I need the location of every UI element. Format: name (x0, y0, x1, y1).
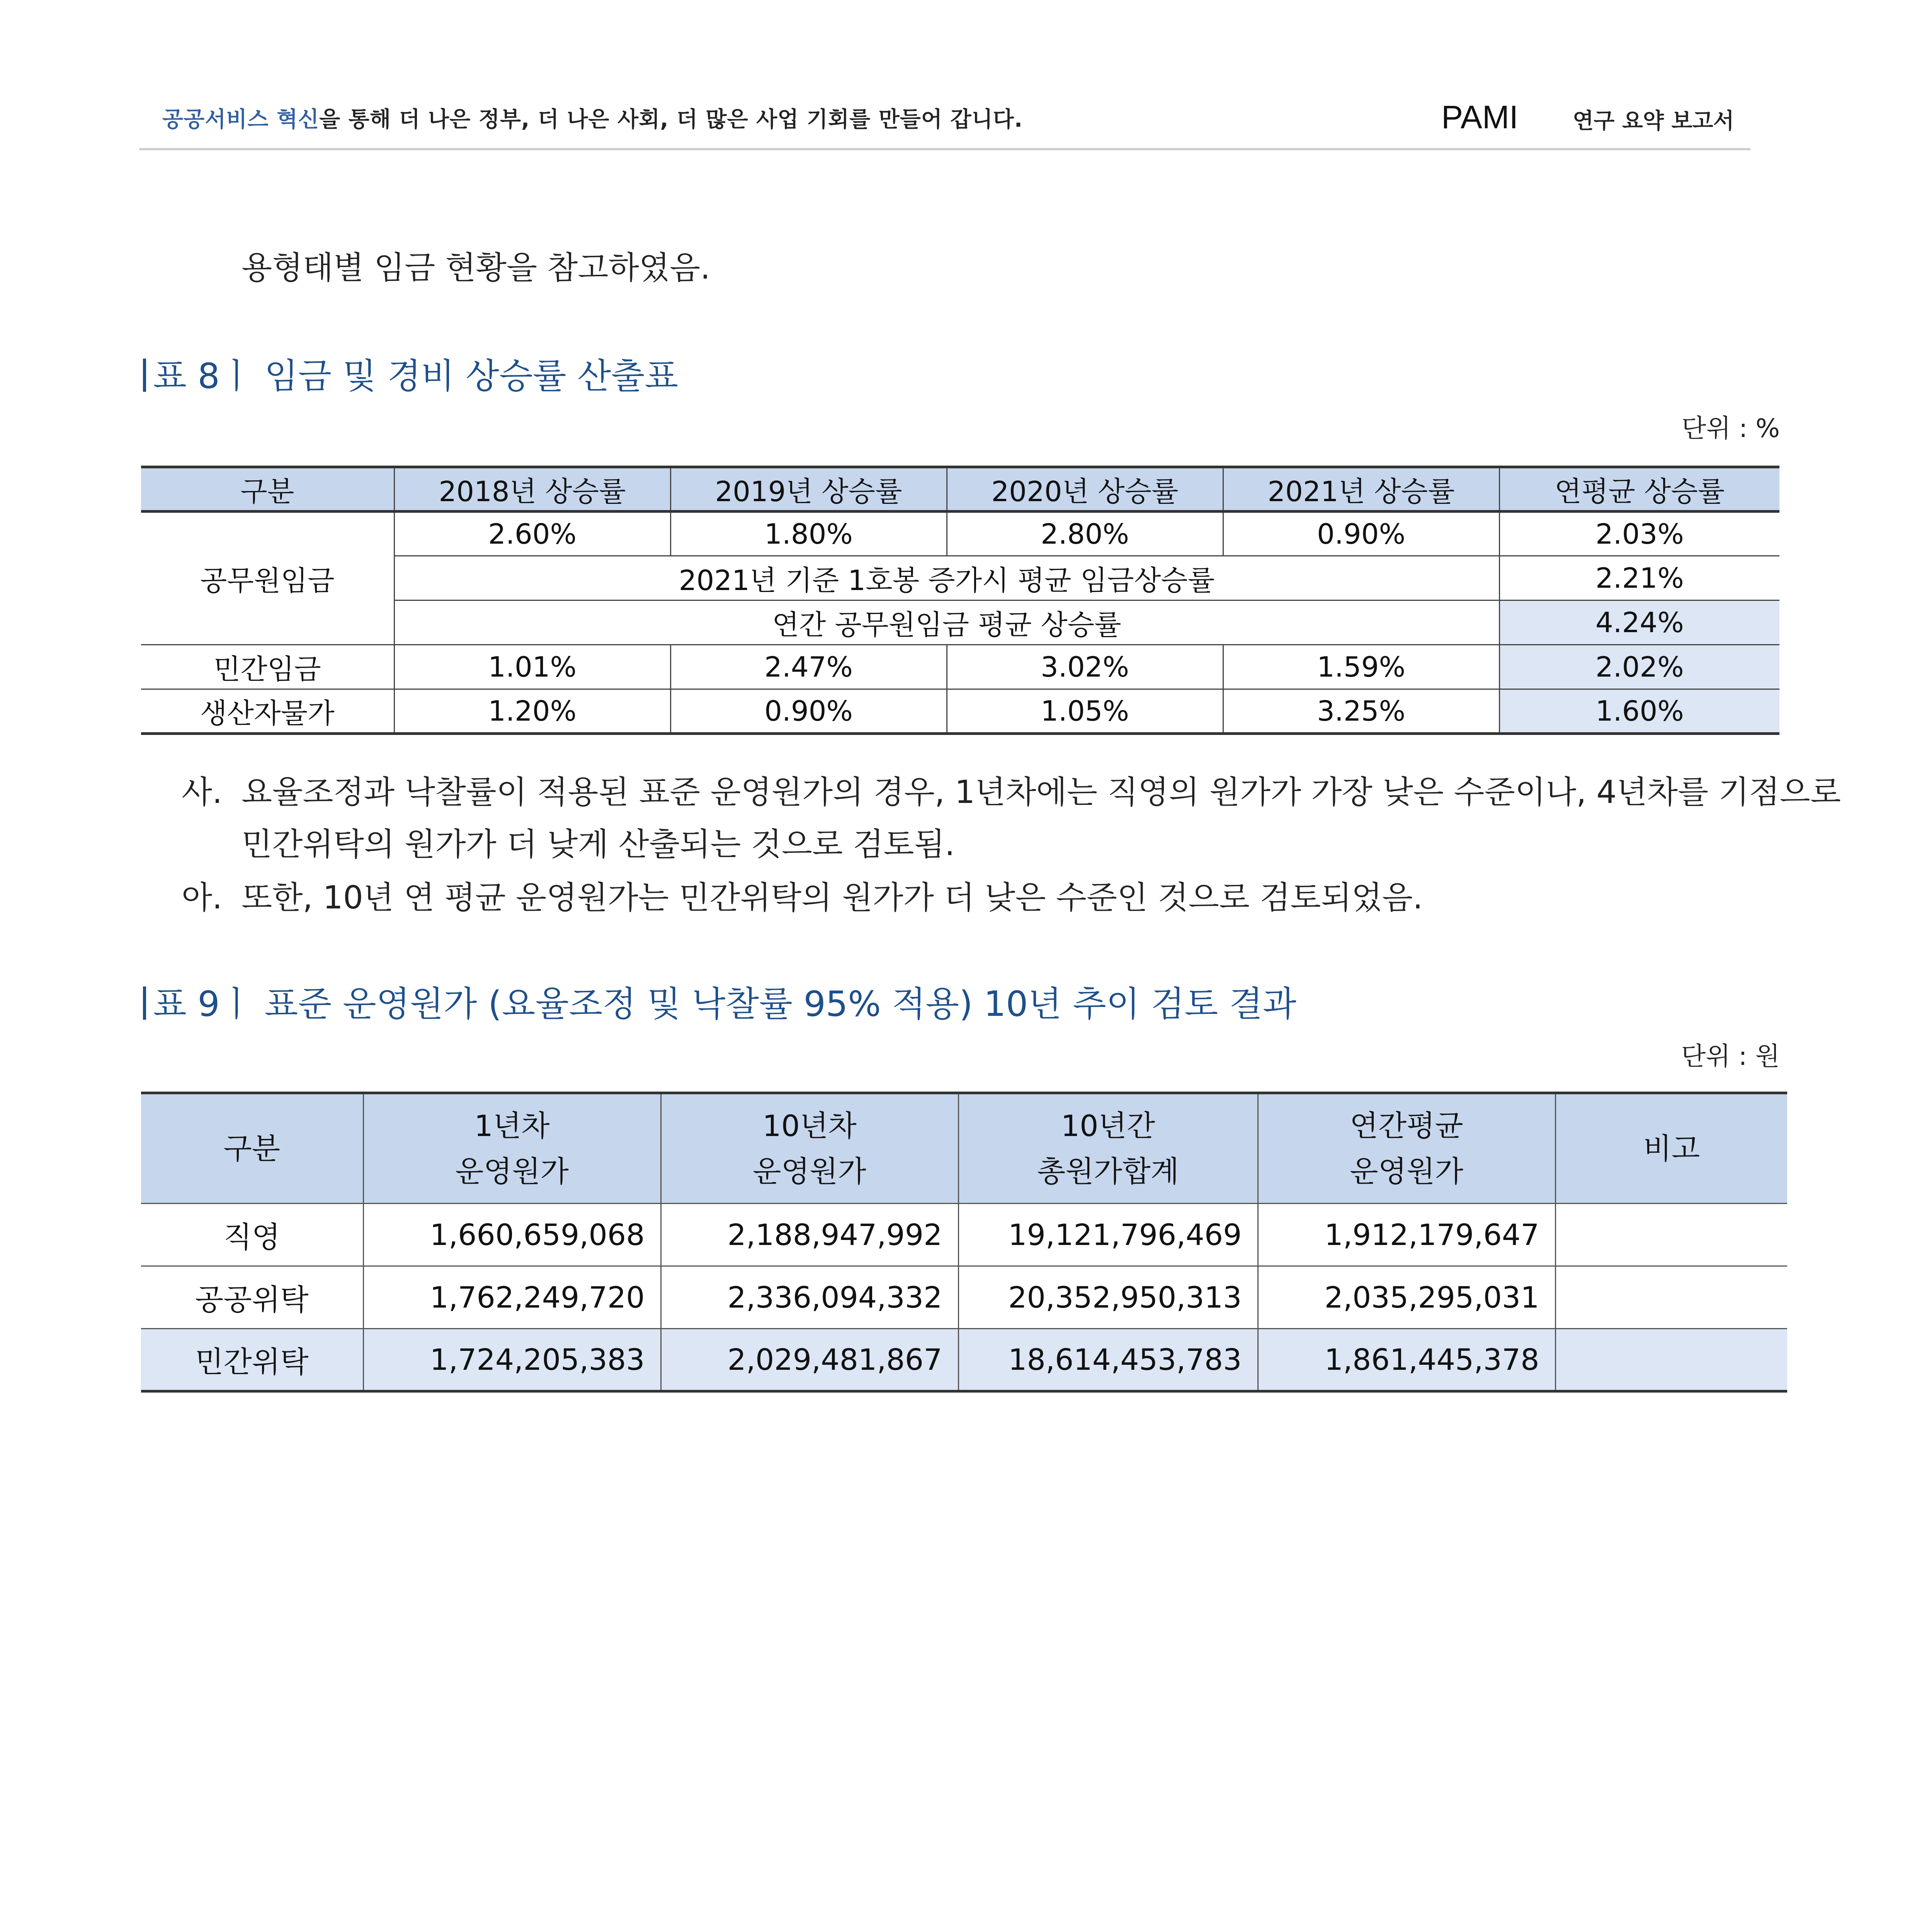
table-cell: 2.02% (1499, 645, 1779, 689)
table9-unit: 단위 : 원 (1681, 1041, 1780, 1071)
header-text: 총원가합계 (1037, 1154, 1179, 1189)
table-cell: 1,912,179,647 (1258, 1204, 1555, 1266)
paragraph-sa-line2: 민간위탁의 원가가 더 낮게 산출되는 것으로 검토됨. (242, 826, 955, 863)
table-cell: 3.02% (947, 645, 1223, 689)
header-text: 1년차 (474, 1108, 550, 1143)
table-row (141, 689, 1779, 734)
table8-header: 2020년 상승률 (947, 467, 1223, 512)
header-text: 연간평균 (1350, 1108, 1463, 1143)
table8-header: 2021년 상승률 (1223, 467, 1499, 512)
table8-header: 2019년 상승률 (670, 467, 947, 512)
table8-header-row (141, 467, 1779, 512)
table-cell: 2.03% (1499, 512, 1779, 556)
table-cell: 연간 공무원임금 평균 상승률 (394, 600, 1499, 645)
tagline-rest: 을 통해 더 나은 정부, 더 나은 사회, 더 많은 사업 기회를 만들어 갑니다. (319, 107, 1023, 132)
table-cell (1555, 1204, 1787, 1266)
table-cell: 2021년 기준 1호봉 증가시 평균 임금상승률 (394, 556, 1499, 600)
table9-header (1258, 1093, 1555, 1204)
row-label: 생산자물가 (141, 689, 394, 734)
paragraph-a-line1: 또한, 10년 연 평균 운영원가는 민간위탁의 원가가 더 낮은 수준인 것으로 검토되었음. (242, 879, 1423, 916)
header-text: 운영원가 (1350, 1154, 1463, 1189)
table8-header: 2018년 상승률 (394, 467, 670, 512)
paragraph-a-prefix: 아. (182, 879, 223, 916)
page-header (139, 99, 1743, 149)
table-cell: 1.05% (947, 689, 1223, 734)
table9-header-row (141, 1093, 1787, 1204)
header-text: 구분 (223, 1131, 281, 1166)
table-cell: 2.47% (670, 645, 947, 689)
table-cell: 0.90% (1223, 512, 1499, 556)
table-cell: 20,352,950,313 (958, 1266, 1258, 1329)
title-bar (143, 359, 146, 392)
table-cell: 1.01% (394, 645, 670, 689)
table9-header (661, 1093, 958, 1204)
table-row (141, 512, 1779, 556)
table-cell: 1,660,659,068 (363, 1204, 661, 1266)
table8-unit: 단위 : % (1681, 413, 1780, 443)
table9 (141, 1092, 1787, 1393)
table9-header (958, 1093, 1258, 1204)
table-cell (1555, 1329, 1787, 1391)
table-cell: 2.21% (1499, 556, 1779, 600)
header-text: 10년간 (1061, 1108, 1155, 1143)
header-divider (139, 148, 1750, 150)
table-row (141, 1266, 1787, 1329)
table-cell: 1.60% (1499, 689, 1779, 734)
table-cell: 2,188,947,992 (661, 1204, 958, 1266)
header-text: 10년차 (762, 1108, 857, 1143)
table-cell: 0.90% (670, 689, 947, 734)
table-cell: 3.25% (1223, 689, 1499, 734)
row-label: 공공위탁 (141, 1266, 363, 1329)
table-cell (1555, 1266, 1787, 1329)
table-cell: 4.24% (1499, 600, 1779, 645)
table-cell: 1.59% (1223, 645, 1499, 689)
table-cell: 2,336,094,332 (661, 1266, 958, 1329)
table9-header (363, 1093, 661, 1204)
table9-title-text: 표 9ㅣ 표준 운영원가 (요율조정 및 낙찰률 95% 적용) 10년 추이 검토 결과 (153, 984, 1296, 1024)
row-label: 민간위탁 (141, 1329, 363, 1391)
intro-line: 용형태별 임금 현황을 참고하였음. (242, 250, 711, 286)
table-cell: 2,029,481,867 (661, 1329, 958, 1391)
table-cell: 1,762,249,720 (363, 1266, 661, 1329)
header-tagline (162, 102, 1023, 133)
tagline-highlight: 공공서비스 혁신 (162, 107, 320, 132)
table-cell: 1,724,205,383 (363, 1329, 661, 1391)
table-row (141, 1329, 1787, 1391)
table-cell: 1.20% (394, 689, 670, 734)
header-text: 운영원가 (753, 1154, 866, 1189)
paragraph-sa-prefix: 사. (182, 774, 223, 811)
row-label: 직영 (141, 1204, 363, 1266)
header-text: 비고 (1643, 1131, 1700, 1166)
table8-title (143, 348, 678, 398)
paragraph-sa-line1: 요율조정과 낙찰률이 적용된 표준 운영원가의 경우, 1년차에는 직영의 원가가 가장 낮은 수준이나, 4년차를 기점으로 (242, 774, 1841, 811)
table-cell: 2.80% (947, 512, 1223, 556)
table-cell: 19,121,796,469 (958, 1204, 1258, 1266)
header-brand: PAMI (1441, 99, 1519, 135)
table-cell: 2.60% (394, 512, 670, 556)
table9-header (1555, 1093, 1787, 1204)
header-text: 운영원가 (455, 1154, 569, 1189)
table-cell: 2,035,295,031 (1258, 1266, 1555, 1329)
table-cell: 1,861,445,378 (1258, 1329, 1555, 1391)
table9-header (141, 1093, 363, 1204)
table8-header: 구분 (141, 467, 394, 512)
row-label: 민간임금 (141, 645, 394, 689)
table9-title (143, 976, 1296, 1026)
table8-title-text: 표 8ㅣ 임금 및 경비 상승률 산출표 (153, 356, 679, 396)
row-label: 공무원임금 (141, 512, 394, 645)
title-bar (143, 986, 146, 1020)
table-row (141, 1204, 1787, 1266)
header-report-type: 연구 요약 보고서 (1573, 109, 1734, 134)
table-row (141, 645, 1779, 689)
table8 (141, 466, 1779, 735)
table8-header: 연평균 상승률 (1499, 467, 1779, 512)
table-cell: 1.80% (670, 512, 947, 556)
table-cell: 18,614,453,783 (958, 1329, 1258, 1391)
